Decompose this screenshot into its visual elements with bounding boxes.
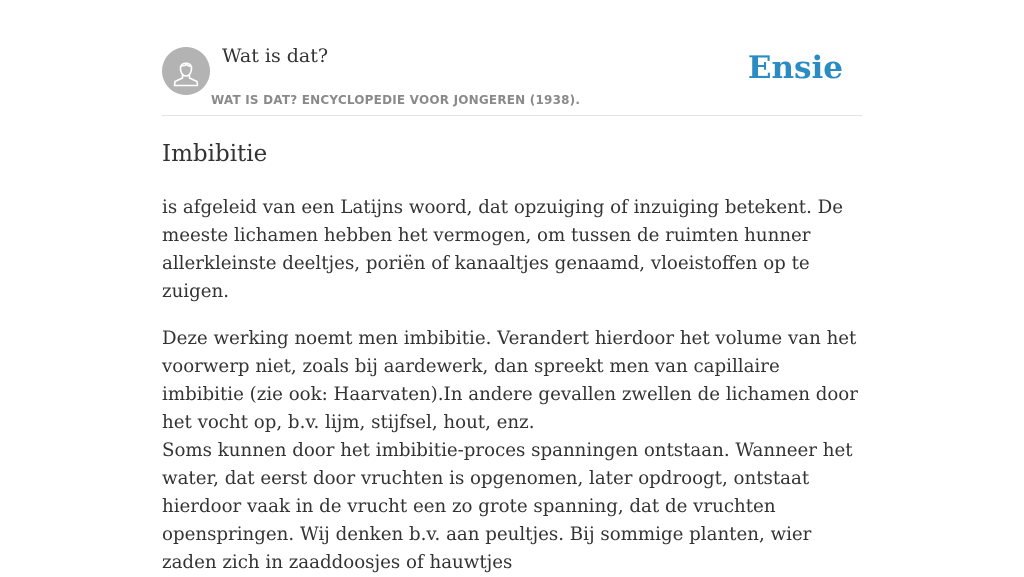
- ensie-logo[interactable]: Ensie: [747, 50, 843, 86]
- source-title[interactable]: Wat is dat?: [222, 45, 329, 67]
- entry-title: Imbibitie: [162, 141, 268, 167]
- paragraph: is afgeleid van een Latijns woord, dat opzuiging of inzuiging betekent. De meeste lichamen hebben het vermogen, om tussen de ruimten hunner allerkleinste deeltjes, poriën of kanaaltjes genaamd, vloeistoffen op te zuigen.: [162, 197, 844, 302]
- source-header: [162, 0, 862, 116]
- source-subtitle[interactable]: WAT IS DAT? ENCYCLOPEDIE VOOR JONGEREN (1938).: [211, 93, 581, 107]
- paragraph: Deze werking noemt men imbibitie. Verandert hierdoor het volume van het voorwerp niet, zoals bij aardewerk, dan spreekt men van capillaire imbibitie (zie ook: Haarvaten).In andere gevallen zwellen de lichamen door het vocht op, b.v. lijm, stijfsel, hout, enz.: [162, 328, 858, 433]
- article-body: [162, 138, 864, 577]
- user-icon[interactable]: [162, 47, 210, 95]
- paragraph: Soms kunnen door het imbibitie-proces spanningen ontstaan. Wanneer het water, dat eerst door vruchten is opgenomen, later opdroogt, ontstaat hierdoor vaak in de vrucht een zo grote spanning, dat de vruchten openspringen. Wij denken b.v. aan peultjes. Bij sommige planten, wier zaden zich in zaaddoosjes of hauwtjes: [162, 440, 853, 573]
